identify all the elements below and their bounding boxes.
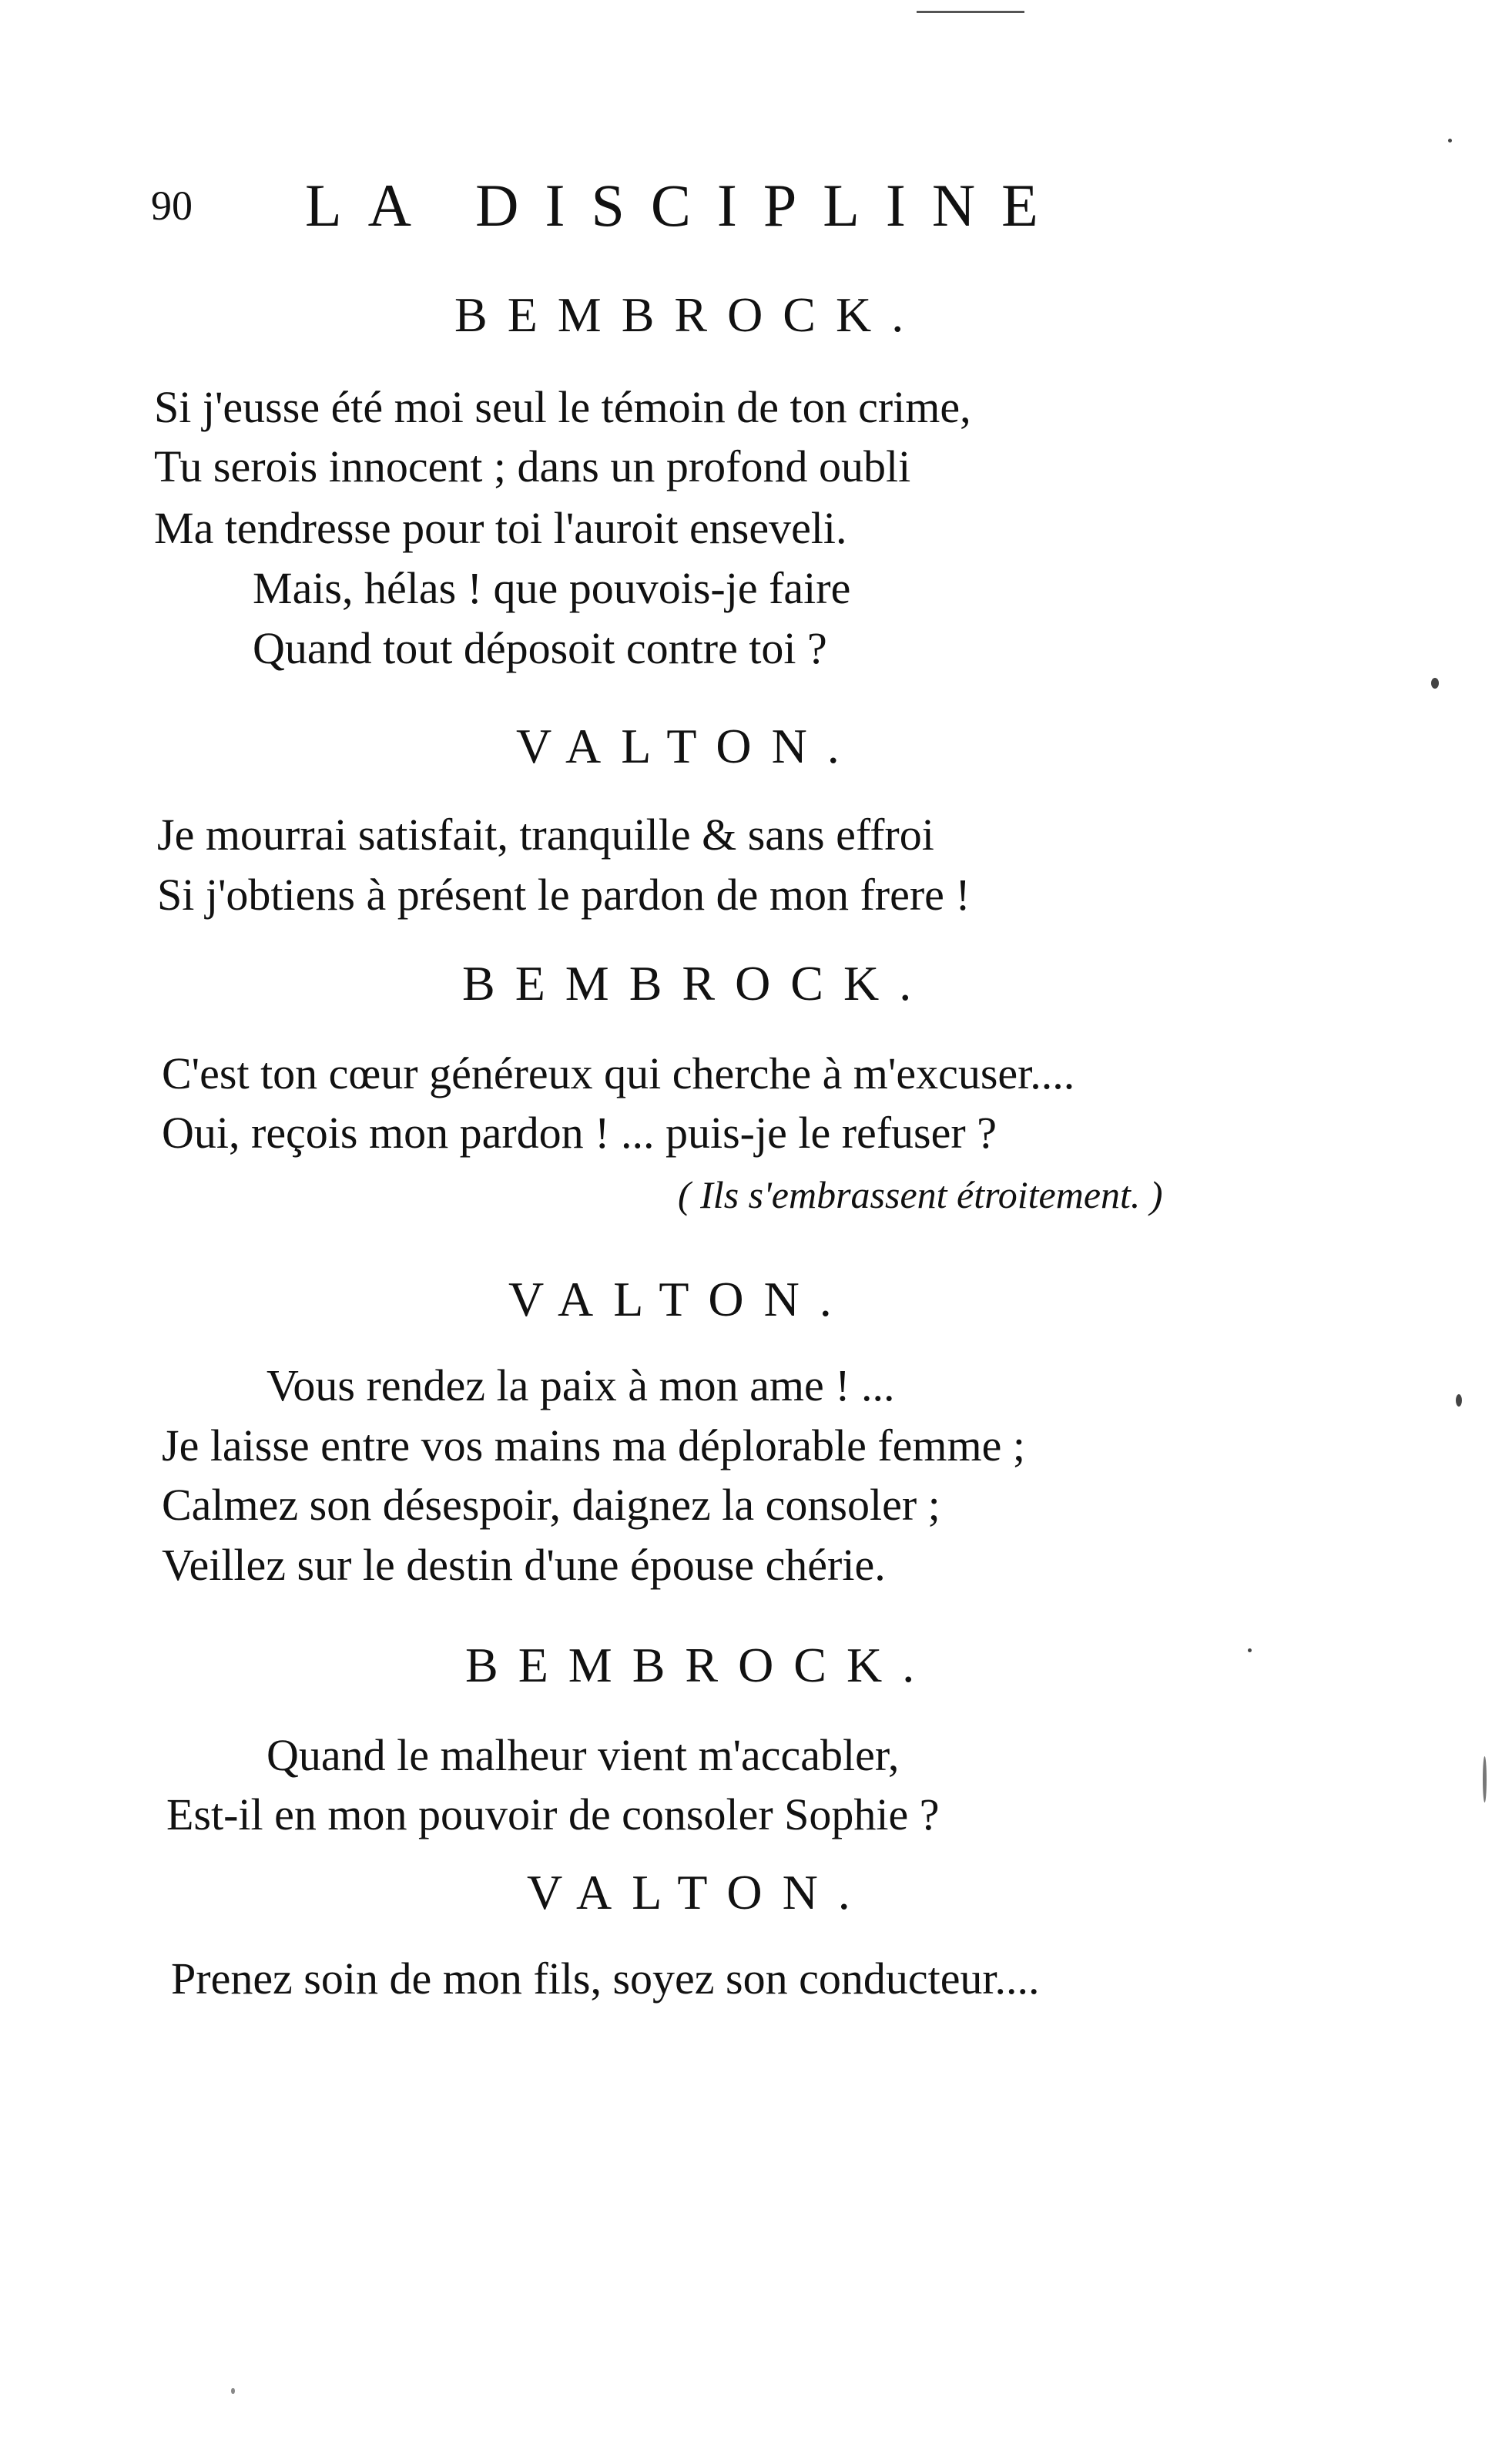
verse-line: Mais, hélas ! que pouvois-je faire bbox=[253, 563, 851, 613]
speaker-heading: BEMBROCK. bbox=[454, 287, 924, 342]
verse-line: C'est ton cœur généreux qui cherche à m'excuser.... bbox=[162, 1048, 1075, 1098]
running-head bbox=[151, 171, 1075, 240]
stage-direction: ( Ils s'embrassent étroitement. ) bbox=[678, 1173, 1163, 1216]
verse-line: Si j'obtiens à présent le pardon de mon frere ! bbox=[157, 870, 971, 920]
verse-line: Prenez soin de mon fils, soyez son conducteur.... bbox=[171, 1953, 1040, 2004]
verse-line: Quand tout déposoit contre toi ? bbox=[253, 623, 827, 673]
ink-speck bbox=[1248, 1648, 1252, 1652]
verse-line: Oui, reçois mon pardon ! ... puis-je le refuser ? bbox=[162, 1108, 997, 1158]
verse-line: Je laisse entre vos mains ma déplorable femme ; bbox=[162, 1420, 1025, 1470]
running-title: LA DISCIPLINE bbox=[305, 172, 1064, 239]
speaker-heading: VALTON. bbox=[508, 1272, 852, 1326]
verse-line: Quand le malheur vient m'accabler, bbox=[267, 1730, 900, 1780]
speaker-heading: BEMBROCK. bbox=[465, 1638, 935, 1692]
ink-speck bbox=[1456, 1394, 1462, 1407]
ink-speck bbox=[1431, 678, 1439, 689]
verse-line: Tu serois innocent ; dans un profond oubli bbox=[154, 441, 911, 491]
page-number: 90 bbox=[151, 183, 193, 229]
speaker-heading: BEMBROCK. bbox=[462, 956, 932, 1011]
verse-line: Vous rendez la paix à mon ame ! ... bbox=[267, 1360, 895, 1410]
speaker-heading: VALTON. bbox=[516, 719, 860, 773]
verse-line: Est-il en mon pouvoir de consoler Sophie ? bbox=[166, 1789, 940, 1839]
verse-line: Calmez son désespoir, daignez la consoler ; bbox=[162, 1480, 940, 1530]
print-artifact-rule bbox=[917, 11, 1024, 13]
ink-speck bbox=[231, 2388, 235, 2394]
verse-line: Veillez sur le destin d'une épouse chérie. bbox=[162, 1540, 886, 1590]
verse-line: Si j'eusse été moi seul le témoin de ton crime, bbox=[154, 382, 971, 432]
ink-speck bbox=[1448, 139, 1452, 143]
ink-speck bbox=[1483, 1756, 1487, 1802]
verse-line: Je mourrai satisfait, tranquille & sans effroi bbox=[157, 810, 934, 860]
verse-line: Ma tendresse pour toi l'auroit enseveli. bbox=[154, 503, 847, 553]
speaker-heading: VALTON. bbox=[527, 1865, 870, 1920]
